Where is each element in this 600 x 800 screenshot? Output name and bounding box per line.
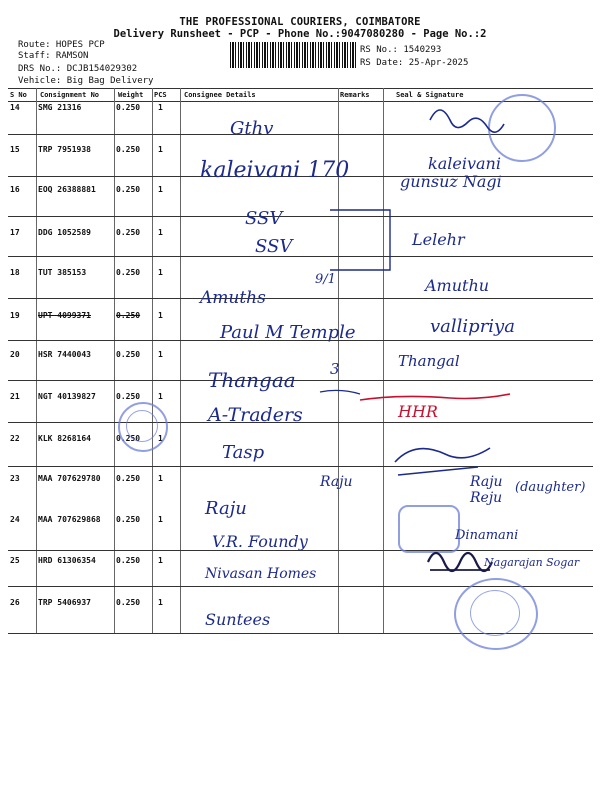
row-pcs: 1 <box>158 556 163 565</box>
handwritten-remark: 9/1 <box>315 272 336 287</box>
row-weight: 0.250 <box>116 556 141 565</box>
row-consignment: SMG 21316 <box>38 103 82 112</box>
row-consignment: MAA 707629780 <box>38 474 101 483</box>
handwritten-signature: Thangal <box>398 352 460 370</box>
row-weight: 0.250 <box>116 474 141 483</box>
row-consignment: TUT 385153 <box>38 268 87 277</box>
header-consignment: Consignment No <box>40 91 100 99</box>
signature-stroke <box>395 448 490 462</box>
signature-stroke <box>330 210 390 270</box>
handwritten-consignee: Amuths <box>200 288 266 308</box>
drs-number: DRS No.: DCJB154029302 <box>18 64 138 74</box>
row-consignment: DDG 1052589 <box>38 228 91 237</box>
staff-label: Staff: RAMSON <box>18 51 89 61</box>
handwritten-consignee: Raju <box>205 498 247 519</box>
handwritten-signature: Nagarajan Sogar <box>484 556 580 569</box>
row-pcs: 1 <box>158 350 163 359</box>
handwritten-consignee: Paul M Temple <box>220 322 356 343</box>
row-pcs: 1 <box>158 474 163 483</box>
row-weight: 0.250 <box>116 268 141 277</box>
row-consignment: KLK 8268164 <box>38 434 91 443</box>
row-pcs: 1 <box>158 598 163 607</box>
runsheet-title: Delivery Runsheet - PCP - Phone No.:9047080280 - Page No.:2 <box>113 28 487 40</box>
handwritten-consignee: Nivasan Homes <box>205 566 317 582</box>
row-sno: 16 <box>10 185 20 194</box>
vehicle-label: Vehicle: Big Bag Delivery <box>18 76 154 86</box>
row-consignment: HRD 61306354 <box>38 556 96 565</box>
row-consignment: HSR 7440043 <box>38 350 91 359</box>
handwritten-consignee: Suntees <box>205 610 271 629</box>
signature-scribble <box>428 553 492 571</box>
row-sno: 19 <box>10 311 20 320</box>
handwritten-signature: Amuthu <box>425 276 490 295</box>
handwritten-remark: 3 <box>330 360 340 378</box>
handwritten-consignee: Gthv <box>230 118 274 139</box>
handwritten-signature: Lelehr <box>412 230 465 249</box>
row-pcs: 1 <box>158 515 163 524</box>
row-pcs: 1 <box>158 392 163 401</box>
signature-stroke <box>360 394 510 400</box>
handwritten-consignee: Tasp <box>222 442 265 463</box>
row-sno: 26 <box>10 598 20 607</box>
row-sno: 15 <box>10 145 20 154</box>
handwritten-signature: Reju <box>470 490 503 506</box>
handwritten-consignee: SSV <box>245 208 283 229</box>
row-weight: 0.250 <box>116 598 141 607</box>
route-label: Route: HOPES PCP <box>18 40 105 50</box>
row-weight: 0.250 <box>116 392 141 401</box>
row-weight: 0.250 <box>116 145 141 154</box>
row-pcs: 1 <box>158 268 163 277</box>
row-pcs: 1 <box>158 434 163 443</box>
row-sno: 23 <box>10 474 20 483</box>
row-sno: 22 <box>10 434 20 443</box>
row-weight: 0.250 <box>116 350 141 359</box>
handwritten-signature: Dinamani <box>455 528 519 543</box>
row-sno: 25 <box>10 556 20 565</box>
handwritten-signature: kaleivani <box>428 154 501 173</box>
signature-stroke <box>398 467 478 475</box>
row-consignment: TRP 5406937 <box>38 598 91 607</box>
row-consignment: MAA 707629868 <box>38 515 101 524</box>
row-weight: 0.250 <box>116 185 141 194</box>
header-seal: Seal & Signature <box>396 91 464 99</box>
handwritten-remark: HHR <box>398 402 438 421</box>
rs-number: RS No.: 1540293 <box>360 45 442 55</box>
header-consignee: Consignee Details <box>184 91 256 99</box>
row-consignment: TRP 7951938 <box>38 145 91 154</box>
row-weight: 0.250 <box>116 103 141 112</box>
company-title: THE PROFESSIONAL COURIERS, COIMBATORE <box>179 16 421 28</box>
row-weight: 0.250 <box>116 434 141 443</box>
handwritten-signature: (daughter) <box>515 480 586 495</box>
handwritten-signature: gunsuz Nagi <box>400 172 502 191</box>
row-sno: 18 <box>10 268 20 277</box>
row-weight: 0.250 <box>116 228 141 237</box>
row-sno: 17 <box>10 228 20 237</box>
row-sno: 14 <box>10 103 20 112</box>
row-pcs: 1 <box>158 145 163 154</box>
row-pcs: 1 <box>158 228 163 237</box>
row-pcs: 1 <box>158 103 163 112</box>
header-remarks: Remarks <box>340 91 370 99</box>
handwritten-consignee: V.R. Foundy <box>212 532 308 551</box>
handwritten-signature: Raju <box>470 474 503 490</box>
row-pcs: 1 <box>158 311 163 320</box>
row-weight: 0.250 <box>116 311 141 320</box>
handwritten-signature: vallipriya <box>430 316 515 337</box>
row-pcs: 1 <box>158 185 163 194</box>
row-consignment: UPT 4099371 <box>38 311 91 320</box>
row-consignment: NGT 40139827 <box>38 392 96 401</box>
rs-date: RS Date: 25-Apr-2025 <box>360 58 469 68</box>
row-sno: 20 <box>10 350 20 359</box>
row-sno: 21 <box>10 392 20 401</box>
signature-stroke <box>430 110 504 132</box>
row-consignment: EOQ 26388881 <box>38 185 96 194</box>
header-sno: S No <box>10 91 27 99</box>
row-sno: 24 <box>10 515 20 524</box>
handwritten-consignee: SSV <box>255 236 293 257</box>
handwritten-remark: Raju <box>320 474 353 490</box>
header-pcs: PCS <box>154 91 167 99</box>
handwritten-consignee: kaleivani 170 <box>200 158 350 183</box>
row-weight: 0.250 <box>116 515 141 524</box>
handwritten-consignee: A-Traders <box>208 404 303 426</box>
signature-stroke <box>320 390 360 394</box>
handwritten-consignee: Thangaa <box>208 368 296 392</box>
header-weight: Weight <box>118 91 144 99</box>
